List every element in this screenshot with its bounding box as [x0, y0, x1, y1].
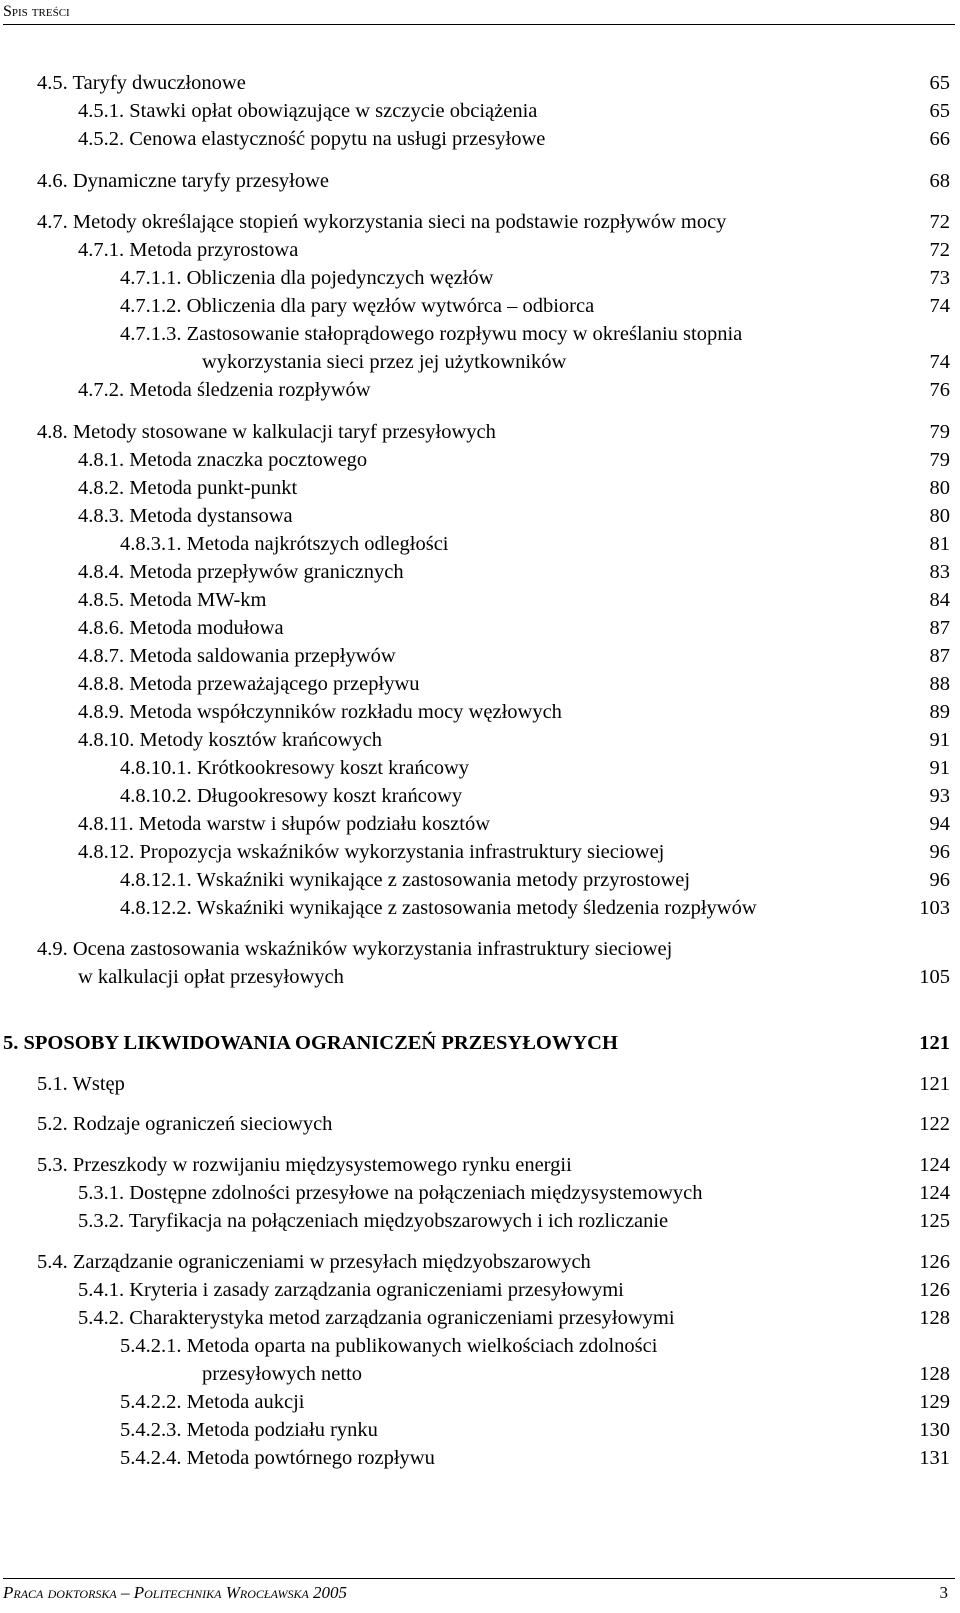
- toc-entry: [202, 348, 950, 376]
- toc-entry-page: 79: [929, 449, 950, 471]
- toc-entry-page: 91: [929, 757, 950, 779]
- toc-entry-page: 122: [919, 1113, 950, 1135]
- toc-entry: [78, 97, 950, 125]
- toc-entry: [78, 963, 950, 991]
- toc-entry: [78, 698, 950, 726]
- toc-entry-title: 4.8.10.1. Krótkookresowy koszt krańcowy: [120, 757, 470, 779]
- toc-entry-page: 93: [929, 785, 950, 807]
- toc-entry-page: 121: [919, 1032, 950, 1054]
- toc-entry-page: 126: [919, 1251, 950, 1273]
- toc-entry-page: 74: [929, 295, 950, 317]
- toc-entry-page: 72: [929, 211, 950, 233]
- toc-entry: [120, 1416, 950, 1444]
- toc-entry: [37, 418, 950, 446]
- toc-entry-page: 65: [929, 100, 950, 122]
- toc-entry-page: 74: [929, 351, 950, 373]
- toc-entry-page: 94: [929, 813, 950, 835]
- toc-entry-title: wykorzystania sieci przez jej użytkowników: [202, 351, 567, 373]
- toc-entry-page: 84: [929, 589, 950, 611]
- toc-entry-page: 88: [929, 673, 950, 695]
- toc-entry: [78, 586, 950, 614]
- toc-entry-page: 121: [919, 1073, 950, 1095]
- toc-entry-title: 4.8.12.2. Wskaźniki wynikające z zastosowania metody śledzenia rozpływów: [120, 897, 757, 919]
- toc-entry-page: 80: [929, 477, 950, 499]
- toc-entry-page: 87: [929, 645, 950, 667]
- toc-entry-title: 4.8.10.2. Długookresowy koszt krańcowy: [120, 785, 463, 807]
- toc-entry-title: 4.7. Metody określające stopień wykorzystania sieci na podstawie rozpływów mocy: [37, 211, 727, 233]
- toc-entry-page: 72: [929, 239, 950, 261]
- toc-entry-title: 4.8.3. Metoda dystansowa: [78, 505, 293, 527]
- toc-entry-title: 5.4.2.2. Metoda aukcji: [120, 1391, 305, 1413]
- toc-entry-page: 105: [919, 966, 950, 988]
- toc-entry-page: 126: [919, 1279, 950, 1301]
- toc-entry: [120, 264, 950, 292]
- toc-entry-title: 5.3. Przeszkody w rozwijaniu międzysystemowego rynku energii: [37, 1154, 572, 1176]
- toc-entry: [37, 69, 950, 97]
- toc-entry-page: 124: [919, 1182, 950, 1204]
- toc-entry-title: 5.4.2.4. Metoda powtórnego rozpływu: [120, 1447, 435, 1469]
- toc-entry-title: 5.1. Wstęp: [37, 1073, 125, 1095]
- toc-entry: [78, 642, 950, 670]
- toc-entry: [120, 530, 950, 558]
- toc-entry-page: 96: [929, 841, 950, 863]
- toc-entry-title: 5.4.2.3. Metoda podziału rynku: [120, 1419, 378, 1441]
- toc-entry: [202, 1360, 950, 1388]
- toc-entry-title: 4.8.9. Metoda współczynników rozkładu mocy węzłowych: [78, 701, 562, 723]
- toc-entry: [78, 726, 950, 754]
- toc-entry-title: 4.6. Dynamiczne taryfy przesyłowe: [37, 170, 330, 192]
- toc-entry-title: 4.8.11. Metoda warstw i słupów podziału kosztów: [78, 813, 491, 835]
- toc-entry-title: 4.8.6. Metoda modułowa: [78, 617, 284, 639]
- toc-entry: [37, 1248, 950, 1276]
- toc-entry: [120, 320, 950, 348]
- toc-entry-title: 4.7.1. Metoda przyrostowa: [78, 239, 299, 261]
- toc-entry-title: 4.8.7. Metoda saldowania przepływów: [78, 645, 396, 667]
- toc-entry-page: 103: [919, 897, 950, 919]
- toc-entry: [120, 1388, 950, 1416]
- toc-entry-page: 87: [929, 617, 950, 639]
- toc-entry: [37, 935, 950, 963]
- toc-entry-title: 5.4.1. Kryteria i zasady zarządzania ograniczeniami przesyłowymi: [78, 1279, 624, 1301]
- toc-entry-title: 4.5.1. Stawki opłat obowiązujące w szczycie obciążenia: [78, 100, 538, 122]
- toc-entry: [120, 292, 950, 320]
- toc-entry: [78, 446, 950, 474]
- running-footer: Praca doktorska – Politechnika Wrocławska 2005: [3, 1583, 348, 1602]
- toc-entry-title: 4.7.1.3. Zastosowanie stałoprądowego rozpływu mocy w określaniu stopnia: [120, 323, 743, 345]
- toc-entry: [78, 810, 950, 838]
- toc-entry-page: 73: [929, 267, 950, 289]
- toc-entry: [120, 1332, 950, 1360]
- toc-entry: [37, 1110, 950, 1138]
- header-divider: [3, 24, 955, 25]
- toc-entry: [37, 1070, 950, 1098]
- toc-entry-title: 4.8.2. Metoda punkt-punkt: [78, 477, 298, 499]
- toc-chapter-entry: [3, 1029, 950, 1057]
- toc-entry: [120, 866, 950, 894]
- toc-entry-title: 4.7.1.2. Obliczenia dla pary węzłów wytwórca – odbiorca: [120, 295, 595, 317]
- toc-entry: [78, 1304, 950, 1332]
- toc-entry-page: 130: [919, 1419, 950, 1441]
- toc-entry-title: 4.5. Taryfy dwuczłonowe: [37, 72, 246, 94]
- toc-entry-title: 5.3.2. Taryfikacja na połączeniach międzyobszarowych i ich rozliczanie: [78, 1210, 669, 1232]
- toc-entry: [120, 1444, 950, 1472]
- toc-entry-page: 79: [929, 421, 950, 443]
- toc-entry-title: 4.8.12. Propozycja wskaźników wykorzystania infrastruktury sieciowej: [78, 841, 665, 863]
- toc-entry-page: 124: [919, 1154, 950, 1176]
- toc-entry-title: 4.8.3.1. Metoda najkrótszych odległości: [120, 533, 449, 555]
- toc-entry: [37, 208, 950, 236]
- toc-entry: [120, 754, 950, 782]
- toc-entry-title: 5.4. Zarządzanie ograniczeniami w przesyłach międzyobszarowych: [37, 1251, 591, 1273]
- toc-entry-title: 5.2. Rodzaje ograniczeń sieciowych: [37, 1113, 333, 1135]
- toc-entry-page: 89: [929, 701, 950, 723]
- toc-entry-title: przesyłowych netto: [202, 1363, 362, 1385]
- toc-entry-title: 4.8.8. Metoda przeważającego przepływu: [78, 673, 420, 695]
- toc-entry-page: 91: [929, 729, 950, 751]
- toc-entry: [78, 125, 950, 153]
- toc-entry: [78, 558, 950, 586]
- toc-entry: [78, 614, 950, 642]
- toc-entry-title: 4.8.4. Metoda przepływów granicznych: [78, 561, 404, 583]
- footer-divider: [3, 1578, 955, 1579]
- toc-entry-title: 5. SPOSOBY LIKWIDOWANIA OGRANICZEŃ PRZESYŁOWYCH: [3, 1032, 618, 1054]
- toc-entry: [78, 376, 950, 404]
- toc-entry-page: 129: [919, 1391, 950, 1413]
- toc-entry-title: 4.7.1.1. Obliczenia dla pojedynczych węzłów: [120, 267, 494, 289]
- toc-entry-title: 4.8.10. Metody kosztów krańcowych: [78, 729, 383, 751]
- toc-entry: [37, 1151, 950, 1179]
- toc-entry-page: 81: [929, 533, 950, 555]
- toc-entry-title: 4.8.5. Metoda MW-km: [78, 589, 267, 611]
- toc-entry: [78, 1276, 950, 1304]
- page-number: 3: [939, 1583, 948, 1602]
- toc-entry-title: 4.7.2. Metoda śledzenia rozpływów: [78, 379, 371, 401]
- toc-entry: [78, 474, 950, 502]
- toc-entry-page: 128: [919, 1307, 950, 1329]
- toc-entry-page: 65: [929, 72, 950, 94]
- toc-entry-title: 5.4.2. Charakterystyka metod zarządzania ograniczeniami przesyłowymi: [78, 1307, 675, 1329]
- toc-entry-title: w kalkulacji opłat przesyłowych: [78, 966, 344, 988]
- toc-entry-page: 68: [929, 170, 950, 192]
- toc-entry-title: 5.3.1. Dostępne zdolności przesyłowe na połączeniach międzysystemowych: [78, 1182, 703, 1204]
- toc-entry: [78, 838, 950, 866]
- toc-entry-title: 4.8.1. Metoda znaczka pocztowego: [78, 449, 368, 471]
- toc-entry: [120, 782, 950, 810]
- toc-entry-page: 66: [929, 128, 950, 150]
- toc-entry: [78, 502, 950, 530]
- toc-entry-page: 80: [929, 505, 950, 527]
- toc-entry: [78, 236, 950, 264]
- toc-entry: [78, 1179, 950, 1207]
- toc-entry: [78, 1207, 950, 1235]
- toc-entry-page: 128: [919, 1363, 950, 1385]
- toc-entry-title: 5.4.2.1. Metoda oparta na publikowanych wielkościach zdolności: [120, 1335, 658, 1357]
- toc-entry-title: 4.8. Metody stosowane w kalkulacji taryf przesyłowych: [37, 421, 496, 443]
- toc-entry-title: 4.8.12.1. Wskaźniki wynikające z zastosowania metody przyrostowej: [120, 869, 691, 891]
- toc-entry-page: 96: [929, 869, 950, 891]
- toc-entry-title: 4.5.2. Cenowa elastyczność popytu na usługi przesyłowe: [78, 128, 546, 150]
- toc-entry-page: 131: [919, 1447, 950, 1469]
- toc-entry-page: 76: [929, 379, 950, 401]
- toc-entry: [37, 167, 950, 195]
- toc-entry-page: 125: [919, 1210, 950, 1232]
- toc-entry: [78, 670, 950, 698]
- running-header: Spis treści: [3, 3, 70, 20]
- toc-entry: [120, 894, 950, 922]
- toc-entry-title: 4.9. Ocena zastosowania wskaźników wykorzystania infrastruktury sieciowej: [37, 938, 673, 960]
- toc-entry-page: 83: [929, 561, 950, 583]
